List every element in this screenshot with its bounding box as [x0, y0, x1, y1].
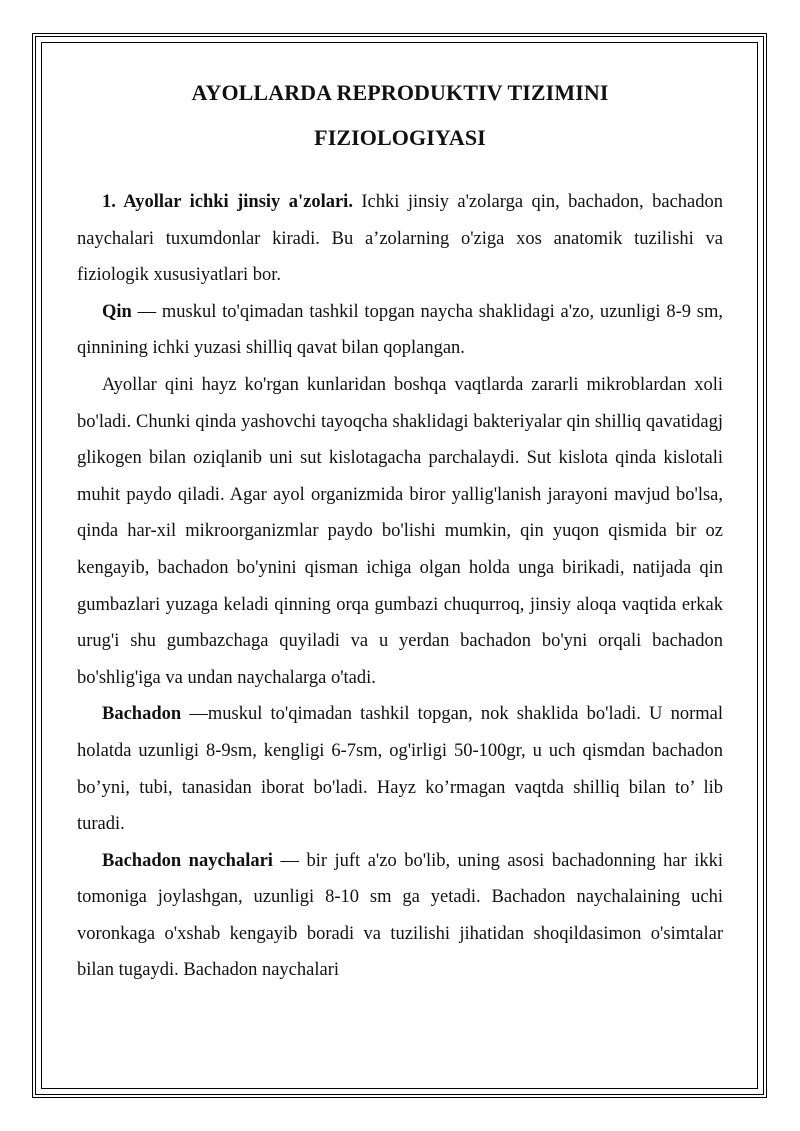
paragraph-heading: 1. Ayollar ichki jinsiy a'zolari. [102, 192, 353, 212]
term-bachadon: Bachadon [102, 704, 182, 725]
document-content [77, 70, 723, 989]
title-line-1: AYOLLARDA REPRODUKTIV TIZIMINI [191, 80, 609, 105]
term-qin: Qin [102, 301, 132, 322]
term-bachadon-naychalari: Bachadon naychalari [102, 850, 273, 871]
document-title [77, 70, 723, 160]
paragraph-text: Ayollar qini hayz ko'rgan kunlaridan boshqa vaqtlarda zararli mikroblardan xoli bo'ladi. Chunki qinda yashovchi tayoqcha shaklidagi bakteriyalar qin shilliq qavatidagj glikogen bilan oziqlanib uni sut kislotagacha parchalaydi. Sut kislota qinda kislotali muhit paydo qiladi. Agar ayol organizmida biror yallig'lanish jarayoni mavjud bo'lsa, qinda har-xil mikroorganizmlar paydo bo'lishi mumkin, qin yuqon qismida bir oz kengayib, bachadon bo'ynini qisman ichiga olgan holda unga birikadi, natijada qin gumbazlari yuzaga keladi qinning orqa gumbazi chuqurroq, jinsiy aloqa vaqtida erkak urug'i shu gumbazchaga quyiladi va u yerdan bachadon bo'yni orqali bachadon bo'shlig'iga va undan naychalarga o'tadi. [77, 374, 723, 688]
paragraph-qin [77, 294, 723, 367]
paragraph-text: — muskul to'qimadan tashkil topgan naycha shaklidagi a'zo, uzunligi 8-9 sm, qinnining ichki yuzasi shilliq qavat bilan qoplangan. [77, 301, 723, 359]
paragraph-internal-organs [77, 184, 723, 294]
paragraph-text: Ichki jinsiy a'zolarga qin, bachadon, bachadon naychalari tuxumdonlar kiradi. Bu a’zolarning o'ziga xos anatomik tuzilishi va fiziologik xususiyatlari bor. [77, 192, 723, 286]
title-line-2: FIZIOLOGIYASI [314, 125, 486, 150]
paragraph-text: —muskul to'qimadan tashkil topgan, nok shaklida bo'ladi. U normal holatda uzunligi 8-9sm, kengligi 6-7sm, og'irligi 50-100gr, u uch qismdan bachadon bo’yni, tubi, tanasidan iborat bo'ladi. Hayz ko’rmagan vaqtda shilliq bilan to’ lib turadi. [77, 704, 723, 835]
document-body [77, 184, 723, 989]
paragraph-qin-microflora [77, 367, 723, 696]
paragraph-bachadon-naychalari [77, 843, 723, 989]
paragraph-bachadon [77, 696, 723, 842]
paragraph-text: — bir juft a'zo bo'lib, uning asosi bachadonning har ikki tomoniga joylashgan, uzunligi 8-10 sm ga yetadi. Bachadon naychalaining uchi voronkaga o'xshab kengayib boradi va tuzilishi jihatidan shoqildasimon o'simtalar bilan tugaydi. Bachadon naychalari [77, 850, 723, 981]
